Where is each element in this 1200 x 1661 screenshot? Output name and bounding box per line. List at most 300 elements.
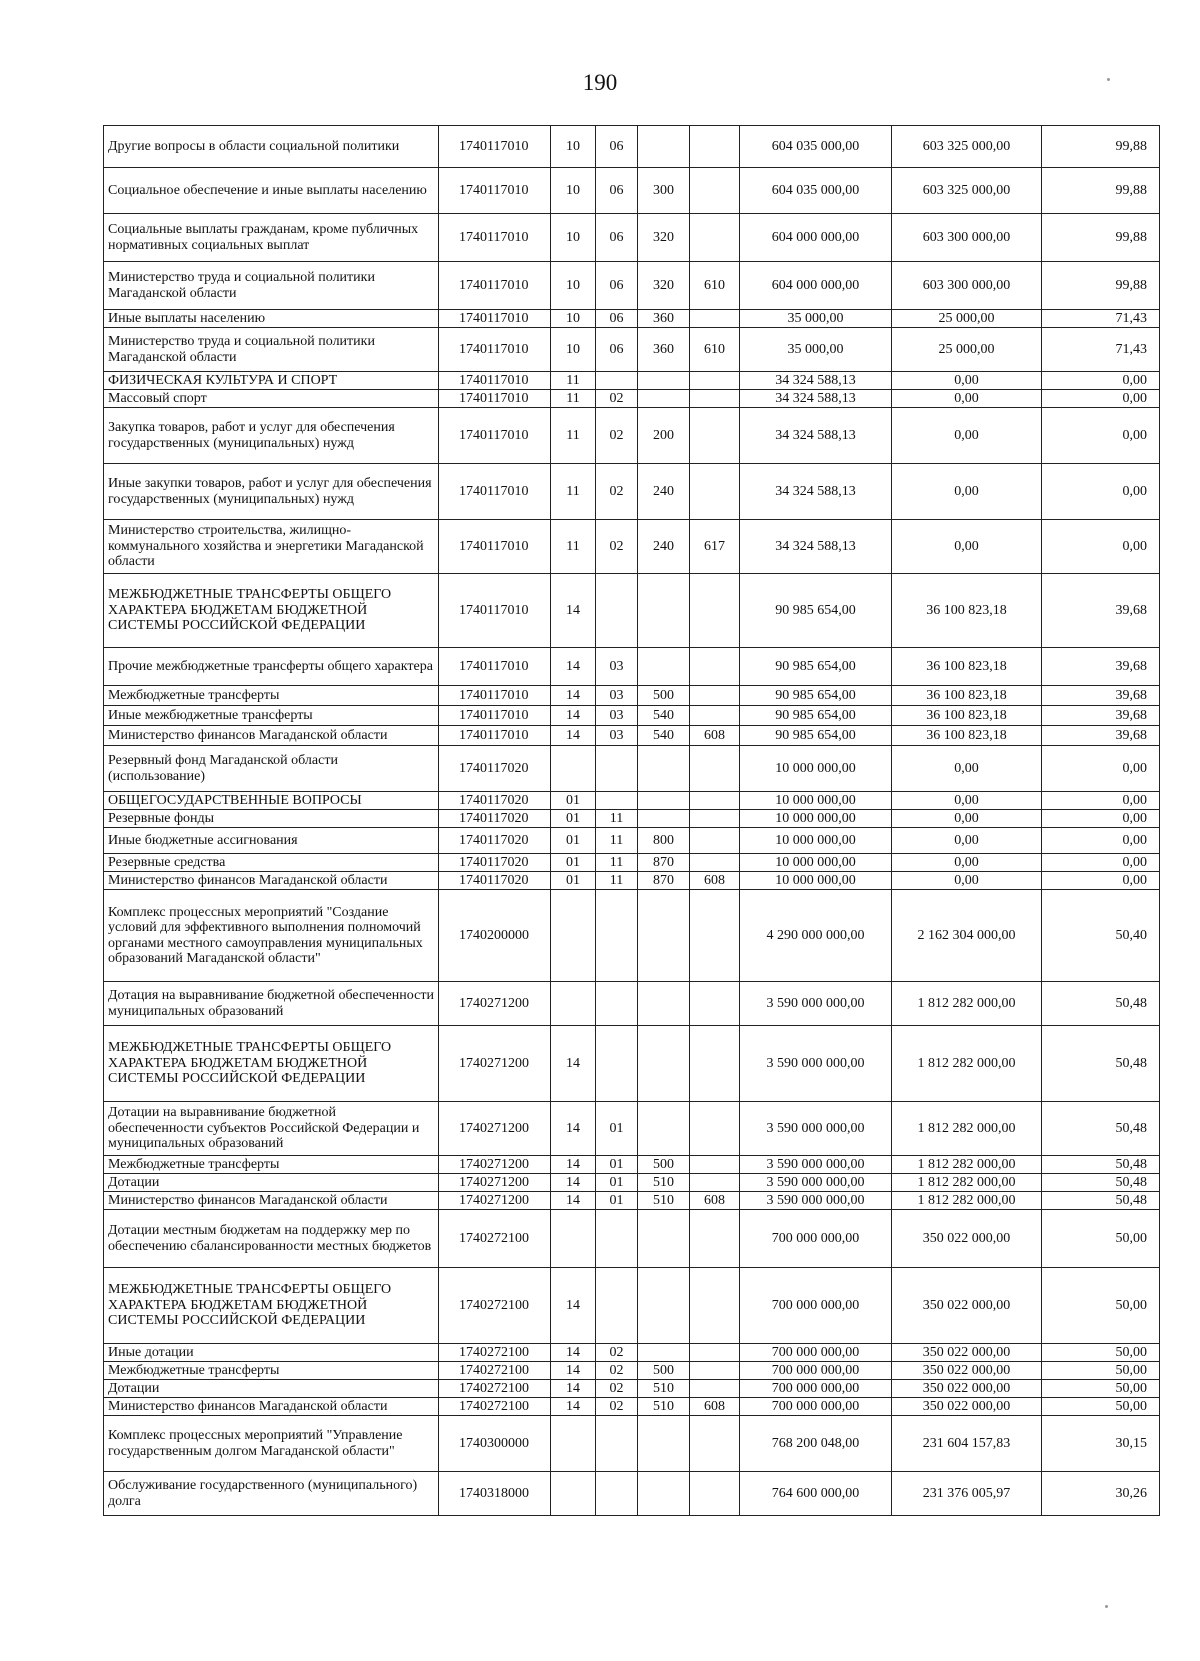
row-name: Комплекс процессных мероприятий "Управление государственным долгом Магаданской области": [104, 1416, 439, 1472]
row-section: 01: [551, 854, 596, 872]
row-plan-amount: 3 590 000 000,00: [740, 982, 892, 1026]
row-actual-amount: 231 376 005,97: [892, 1472, 1042, 1516]
row-plan-amount: 10 000 000,00: [740, 872, 892, 890]
row-expense-type: [638, 390, 690, 408]
row-actual-amount: 1 812 282 000,00: [892, 1026, 1042, 1102]
row-name: МЕЖБЮДЖЕТНЫЕ ТРАНСФЕРТЫ ОБЩЕГО ХАРАКТЕРА БЮДЖЕТАМ БЮДЖЕТНОЙ СИСТЕМЫ РОССИЙСКОЙ ФЕДЕРАЦИИ: [104, 1026, 439, 1102]
row-expense-type: 510: [638, 1192, 690, 1210]
row-subsection: 02: [596, 1398, 638, 1416]
row-admin-code: [690, 810, 740, 828]
row-expense-type: [638, 1026, 690, 1102]
row-code: 1740117010: [439, 706, 551, 726]
row-admin-code: [690, 686, 740, 706]
row-percent: 0,00: [1042, 810, 1160, 828]
row-percent: 39,68: [1042, 686, 1160, 706]
row-percent: 0,00: [1042, 792, 1160, 810]
row-name: Прочие межбюджетные трансферты общего характера: [104, 648, 439, 686]
row-subsection: [596, 1416, 638, 1472]
row-code: 1740117010: [439, 686, 551, 706]
row-percent: 39,68: [1042, 706, 1160, 726]
row-name: Министерство труда и социальной политики Магаданской области: [104, 328, 439, 372]
row-actual-amount: 603 325 000,00: [892, 168, 1042, 214]
row-percent: 0,00: [1042, 828, 1160, 854]
row-actual-amount: 0,00: [892, 872, 1042, 890]
row-subsection: 01: [596, 1174, 638, 1192]
row-plan-amount: 3 590 000 000,00: [740, 1102, 892, 1156]
row-name: Резервные фонды: [104, 810, 439, 828]
table-row: [104, 1026, 1160, 1102]
row-name: Социальное обеспечение и иные выплаты населению: [104, 168, 439, 214]
row-percent: 50,00: [1042, 1268, 1160, 1344]
row-actual-amount: 0,00: [892, 810, 1042, 828]
row-code: 1740117010: [439, 310, 551, 328]
row-code: 1740271200: [439, 1026, 551, 1102]
row-percent: 50,48: [1042, 1102, 1160, 1156]
row-percent: 0,00: [1042, 872, 1160, 890]
row-expense-type: [638, 1102, 690, 1156]
row-subsection: 02: [596, 1380, 638, 1398]
row-name: ФИЗИЧЕСКАЯ КУЛЬТУРА И СПОРТ: [104, 372, 439, 390]
row-code: 1740117020: [439, 792, 551, 810]
row-plan-amount: 35 000,00: [740, 328, 892, 372]
row-section: 10: [551, 310, 596, 328]
row-section: 01: [551, 810, 596, 828]
row-expense-type: 320: [638, 214, 690, 262]
row-expense-type: [638, 1472, 690, 1516]
row-plan-amount: 764 600 000,00: [740, 1472, 892, 1516]
row-admin-code: [690, 854, 740, 872]
row-expense-type: [638, 810, 690, 828]
page-number: 190: [582, 70, 618, 95]
row-expense-type: [638, 1416, 690, 1472]
row-expense-type: 870: [638, 854, 690, 872]
table-row: [104, 1472, 1160, 1516]
row-actual-amount: 231 604 157,83: [892, 1416, 1042, 1472]
row-name: Межбюджетные трансферты: [104, 1156, 439, 1174]
row-name: Закупка товаров, работ и услуг для обеспечения государственных (муниципальных) нужд: [104, 408, 439, 464]
table-row: [104, 1380, 1160, 1398]
row-admin-code: [690, 310, 740, 328]
row-percent: 50,00: [1042, 1344, 1160, 1362]
table-row: [104, 982, 1160, 1026]
row-subsection: 06: [596, 168, 638, 214]
row-name: Иные бюджетные ассигнования: [104, 828, 439, 854]
row-section: [551, 982, 596, 1026]
row-section: [551, 1210, 596, 1268]
row-admin-code: [690, 1344, 740, 1362]
row-actual-amount: 350 022 000,00: [892, 1268, 1042, 1344]
row-code: 1740117020: [439, 828, 551, 854]
row-expense-type: 360: [638, 310, 690, 328]
row-subsection: 03: [596, 706, 638, 726]
table-row: [104, 310, 1160, 328]
row-percent: 30,26: [1042, 1472, 1160, 1516]
row-section: 14: [551, 1398, 596, 1416]
row-percent: 39,68: [1042, 726, 1160, 746]
row-admin-code: 610: [690, 328, 740, 372]
row-name: Межбюджетные трансферты: [104, 686, 439, 706]
row-plan-amount: 10 000 000,00: [740, 810, 892, 828]
row-admin-code: [690, 390, 740, 408]
row-admin-code: [690, 1210, 740, 1268]
row-name: Иные закупки товаров, работ и услуг для обеспечения государственных (муниципальных) нужд: [104, 464, 439, 520]
row-name: Резервный фонд Магаданской области (использование): [104, 746, 439, 792]
table-row: [104, 390, 1160, 408]
row-code: 1740271200: [439, 982, 551, 1026]
row-percent: 50,00: [1042, 1362, 1160, 1380]
row-code: 1740117010: [439, 726, 551, 746]
row-code: 1740117020: [439, 872, 551, 890]
row-code: 1740117010: [439, 372, 551, 390]
row-name: МЕЖБЮДЖЕТНЫЕ ТРАНСФЕРТЫ ОБЩЕГО ХАРАКТЕРА БЮДЖЕТАМ БЮДЖЕТНОЙ СИСТЕМЫ РОССИЙСКОЙ ФЕДЕРАЦИИ: [104, 1268, 439, 1344]
row-actual-amount: 1 812 282 000,00: [892, 1174, 1042, 1192]
row-name: Комплекс процессных мероприятий "Создание условий для эффективного выполнения полномочий органами местного самоуправления муниципальных образований Магаданской области": [104, 890, 439, 982]
row-name: Иные дотации: [104, 1344, 439, 1362]
row-percent: 50,00: [1042, 1380, 1160, 1398]
row-subsection: 06: [596, 328, 638, 372]
row-subsection: [596, 372, 638, 390]
row-subsection: 11: [596, 854, 638, 872]
row-admin-code: [690, 1026, 740, 1102]
row-name: Другие вопросы в области социальной политики: [104, 126, 439, 168]
table-row: [104, 168, 1160, 214]
row-percent: 50,40: [1042, 890, 1160, 982]
row-expense-type: [638, 1268, 690, 1344]
table-row: [104, 1398, 1160, 1416]
row-subsection: 11: [596, 872, 638, 890]
row-expense-type: [638, 1344, 690, 1362]
row-section: 14: [551, 1344, 596, 1362]
row-code: 1740272100: [439, 1268, 551, 1344]
row-plan-amount: 604 035 000,00: [740, 126, 892, 168]
table-row: [104, 1192, 1160, 1210]
table-row: [104, 520, 1160, 574]
row-code: 1740318000: [439, 1472, 551, 1516]
row-actual-amount: 0,00: [892, 390, 1042, 408]
row-subsection: 01: [596, 1156, 638, 1174]
row-code: 1740300000: [439, 1416, 551, 1472]
row-name: Министерство строительства, жилищно-коммунального хозяйства и энергетики Магаданской области: [104, 520, 439, 574]
row-actual-amount: 36 100 823,18: [892, 706, 1042, 726]
row-name: Дотации: [104, 1380, 439, 1398]
table-row: [104, 1210, 1160, 1268]
row-percent: 99,88: [1042, 168, 1160, 214]
table-row: [104, 1102, 1160, 1156]
row-actual-amount: 350 022 000,00: [892, 1344, 1042, 1362]
row-section: 14: [551, 706, 596, 726]
row-actual-amount: 0,00: [892, 828, 1042, 854]
table-row: [104, 828, 1160, 854]
row-percent: 39,68: [1042, 648, 1160, 686]
row-section: 10: [551, 168, 596, 214]
row-name: ОБЩЕГОСУДАРСТВЕННЫЕ ВОПРОСЫ: [104, 792, 439, 810]
row-admin-code: 617: [690, 520, 740, 574]
row-name: Межбюджетные трансферты: [104, 1362, 439, 1380]
table-row: [104, 810, 1160, 828]
table-row: [104, 1362, 1160, 1380]
row-expense-type: 240: [638, 464, 690, 520]
row-percent: 50,48: [1042, 1192, 1160, 1210]
row-subsection: 11: [596, 810, 638, 828]
row-section: 14: [551, 1102, 596, 1156]
row-actual-amount: 25 000,00: [892, 328, 1042, 372]
row-section: 14: [551, 1156, 596, 1174]
row-plan-amount: 90 985 654,00: [740, 726, 892, 746]
row-name: Массовый спорт: [104, 390, 439, 408]
row-expense-type: 540: [638, 706, 690, 726]
row-plan-amount: 10 000 000,00: [740, 854, 892, 872]
row-expense-type: [638, 126, 690, 168]
row-actual-amount: 0,00: [892, 746, 1042, 792]
row-expense-type: 800: [638, 828, 690, 854]
scan-artifact: [1105, 1605, 1108, 1608]
row-name: Министерство финансов Магаданской области: [104, 726, 439, 746]
row-section: 14: [551, 1268, 596, 1344]
row-subsection: 01: [596, 1192, 638, 1210]
table-row: [104, 214, 1160, 262]
row-name: Министерство финансов Магаданской области: [104, 1192, 439, 1210]
row-admin-code: 610: [690, 262, 740, 310]
table-body: [104, 126, 1160, 1516]
row-section: 10: [551, 328, 596, 372]
row-percent: 71,43: [1042, 328, 1160, 372]
table-row: [104, 726, 1160, 746]
row-plan-amount: 10 000 000,00: [740, 746, 892, 792]
row-subsection: [596, 1026, 638, 1102]
row-expense-type: 500: [638, 1362, 690, 1380]
row-expense-type: [638, 792, 690, 810]
row-section: 10: [551, 214, 596, 262]
row-plan-amount: 604 000 000,00: [740, 262, 892, 310]
row-code: 1740271200: [439, 1174, 551, 1192]
table-row: [104, 1174, 1160, 1192]
row-percent: 0,00: [1042, 372, 1160, 390]
row-section: 11: [551, 464, 596, 520]
row-admin-code: [690, 792, 740, 810]
row-subsection: [596, 792, 638, 810]
table-row: [104, 262, 1160, 310]
row-subsection: 03: [596, 726, 638, 746]
table-row: [104, 792, 1160, 810]
row-percent: 50,48: [1042, 1174, 1160, 1192]
row-section: [551, 890, 596, 982]
row-admin-code: [690, 746, 740, 792]
table-row: [104, 126, 1160, 168]
row-admin-code: [690, 1362, 740, 1380]
row-plan-amount: 700 000 000,00: [740, 1210, 892, 1268]
row-percent: 99,88: [1042, 214, 1160, 262]
row-actual-amount: 1 812 282 000,00: [892, 1156, 1042, 1174]
row-code: 1740200000: [439, 890, 551, 982]
row-code: 1740117010: [439, 262, 551, 310]
row-plan-amount: 3 590 000 000,00: [740, 1026, 892, 1102]
row-subsection: 01: [596, 1102, 638, 1156]
row-percent: 50,48: [1042, 1156, 1160, 1174]
row-subsection: 02: [596, 408, 638, 464]
row-actual-amount: 36 100 823,18: [892, 726, 1042, 746]
row-actual-amount: 350 022 000,00: [892, 1362, 1042, 1380]
row-code: 1740117010: [439, 214, 551, 262]
budget-table: [103, 125, 1160, 1516]
row-code: 1740117010: [439, 408, 551, 464]
row-plan-amount: 604 000 000,00: [740, 214, 892, 262]
row-section: 10: [551, 262, 596, 310]
row-plan-amount: 90 985 654,00: [740, 706, 892, 726]
row-expense-type: [638, 982, 690, 1026]
row-name: Социальные выплаты гражданам, кроме публичных нормативных социальных выплат: [104, 214, 439, 262]
row-subsection: 06: [596, 214, 638, 262]
row-name: Иные выплаты населению: [104, 310, 439, 328]
scan-artifact: [1107, 78, 1110, 81]
row-code: 1740117010: [439, 390, 551, 408]
row-section: 11: [551, 372, 596, 390]
row-actual-amount: 0,00: [892, 408, 1042, 464]
row-code: 1740117010: [439, 574, 551, 648]
row-section: 01: [551, 828, 596, 854]
row-actual-amount: 0,00: [892, 520, 1042, 574]
table-row: [104, 328, 1160, 372]
row-expense-type: [638, 574, 690, 648]
row-name: Дотации на выравнивание бюджетной обеспеченности субъектов Российской Федерации и муниципальных образований: [104, 1102, 439, 1156]
row-percent: 0,00: [1042, 408, 1160, 464]
row-admin-code: [690, 1380, 740, 1398]
row-actual-amount: 25 000,00: [892, 310, 1042, 328]
row-admin-code: [690, 1472, 740, 1516]
row-section: 14: [551, 1174, 596, 1192]
row-actual-amount: 603 325 000,00: [892, 126, 1042, 168]
row-name: Дотации: [104, 1174, 439, 1192]
table-row: [104, 1344, 1160, 1362]
row-section: [551, 746, 596, 792]
row-name: Дотация на выравнивание бюджетной обеспеченности муниципальных образований: [104, 982, 439, 1026]
row-section: 11: [551, 390, 596, 408]
row-plan-amount: 34 324 588,13: [740, 464, 892, 520]
row-admin-code: [690, 648, 740, 686]
row-admin-code: [690, 1102, 740, 1156]
row-plan-amount: 35 000,00: [740, 310, 892, 328]
row-subsection: [596, 746, 638, 792]
row-subsection: 06: [596, 262, 638, 310]
row-plan-amount: 768 200 048,00: [740, 1416, 892, 1472]
row-code: 1740272100: [439, 1210, 551, 1268]
row-admin-code: [690, 126, 740, 168]
row-expense-type: 500: [638, 686, 690, 706]
table-row: [104, 854, 1160, 872]
row-percent: 0,00: [1042, 390, 1160, 408]
row-plan-amount: 34 324 588,13: [740, 408, 892, 464]
row-plan-amount: 700 000 000,00: [740, 1344, 892, 1362]
row-percent: 0,00: [1042, 854, 1160, 872]
row-admin-code: [690, 1174, 740, 1192]
row-section: 14: [551, 726, 596, 746]
row-expense-type: 540: [638, 726, 690, 746]
row-subsection: 03: [596, 648, 638, 686]
row-percent: 99,88: [1042, 126, 1160, 168]
row-expense-type: 320: [638, 262, 690, 310]
row-percent: 50,48: [1042, 1026, 1160, 1102]
table-row: [104, 464, 1160, 520]
row-plan-amount: 3 590 000 000,00: [740, 1192, 892, 1210]
row-percent: 39,68: [1042, 574, 1160, 648]
row-plan-amount: 90 985 654,00: [740, 686, 892, 706]
row-admin-code: [690, 1268, 740, 1344]
row-actual-amount: 36 100 823,18: [892, 686, 1042, 706]
row-name: Министерство финансов Магаданской области: [104, 1398, 439, 1416]
table-row: [104, 686, 1160, 706]
row-plan-amount: 604 035 000,00: [740, 168, 892, 214]
row-subsection: 02: [596, 1344, 638, 1362]
row-code: 1740272100: [439, 1380, 551, 1398]
row-actual-amount: 1 812 282 000,00: [892, 1102, 1042, 1156]
row-actual-amount: 2 162 304 000,00: [892, 890, 1042, 982]
row-plan-amount: 90 985 654,00: [740, 574, 892, 648]
row-code: 1740272100: [439, 1362, 551, 1380]
row-admin-code: [690, 168, 740, 214]
table-row: [104, 872, 1160, 890]
row-admin-code: [690, 372, 740, 390]
row-percent: 0,00: [1042, 464, 1160, 520]
row-plan-amount: 700 000 000,00: [740, 1398, 892, 1416]
row-admin-code: [690, 706, 740, 726]
row-actual-amount: 0,00: [892, 464, 1042, 520]
row-plan-amount: 700 000 000,00: [740, 1268, 892, 1344]
row-code: 1740272100: [439, 1398, 551, 1416]
row-code: 1740271200: [439, 1102, 551, 1156]
row-expense-type: 240: [638, 520, 690, 574]
row-admin-code: 608: [690, 872, 740, 890]
row-expense-type: 510: [638, 1380, 690, 1398]
row-plan-amount: 3 590 000 000,00: [740, 1156, 892, 1174]
row-section: 01: [551, 792, 596, 810]
row-plan-amount: 34 324 588,13: [740, 520, 892, 574]
table-row: [104, 1156, 1160, 1174]
row-actual-amount: 350 022 000,00: [892, 1398, 1042, 1416]
row-actual-amount: 1 812 282 000,00: [892, 982, 1042, 1026]
row-expense-type: [638, 1210, 690, 1268]
table-row: [104, 706, 1160, 726]
row-expense-type: 300: [638, 168, 690, 214]
row-code: 1740271200: [439, 1156, 551, 1174]
row-code: 1740117010: [439, 464, 551, 520]
row-percent: 0,00: [1042, 520, 1160, 574]
row-admin-code: [690, 890, 740, 982]
row-section: 14: [551, 574, 596, 648]
row-expense-type: 870: [638, 872, 690, 890]
row-section: 14: [551, 1362, 596, 1380]
row-subsection: 02: [596, 1362, 638, 1380]
row-actual-amount: 350 022 000,00: [892, 1210, 1042, 1268]
row-subsection: 06: [596, 310, 638, 328]
row-admin-code: [690, 828, 740, 854]
table-row: [104, 1416, 1160, 1472]
row-percent: 99,88: [1042, 262, 1160, 310]
row-actual-amount: 603 300 000,00: [892, 262, 1042, 310]
row-code: 1740117010: [439, 168, 551, 214]
row-code: 1740272100: [439, 1344, 551, 1362]
row-percent: 50,00: [1042, 1210, 1160, 1268]
row-section: 14: [551, 1380, 596, 1398]
row-admin-code: [690, 408, 740, 464]
row-subsection: 02: [596, 390, 638, 408]
row-actual-amount: 0,00: [892, 372, 1042, 390]
row-subsection: [596, 890, 638, 982]
row-name: МЕЖБЮДЖЕТНЫЕ ТРАНСФЕРТЫ ОБЩЕГО ХАРАКТЕРА БЮДЖЕТАМ БЮДЖЕТНОЙ СИСТЕМЫ РОССИЙСКОЙ ФЕДЕРАЦИИ: [104, 574, 439, 648]
row-percent: 0,00: [1042, 746, 1160, 792]
row-percent: 50,48: [1042, 982, 1160, 1026]
row-code: 1740117020: [439, 810, 551, 828]
row-actual-amount: 603 300 000,00: [892, 214, 1042, 262]
row-actual-amount: 0,00: [892, 854, 1042, 872]
